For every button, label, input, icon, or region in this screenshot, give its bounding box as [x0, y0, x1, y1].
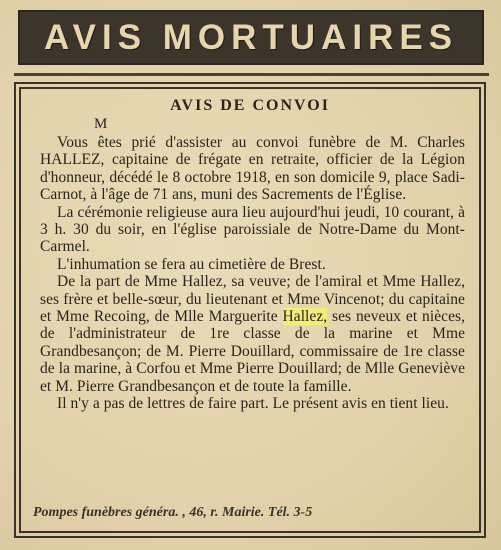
- funeral-home-line: Pompes funèbres généra. , 46, r. Mairie. Tél. 3-5: [33, 505, 313, 520]
- section-title: AVIS MORTUAIRES: [43, 17, 459, 57]
- paragraph-no-letters: Il n'y a pas de lettres de faire part. Le présent avis en tient lieu.: [57, 395, 449, 413]
- paragraph-burial: L'inhumation se fera au cimetière de Brest.: [57, 255, 326, 273]
- family-text-after: ses neveux et nièces, de l'administrateur de 1re classe de la marine et Mme Grandbesançon; de M. Pierre Douillard, commissaire de 1re classe de la marine, à Corfou et Mme Pierre Douillard; de Mlle Geneviève et M. Pierre Grandbesançon et de toute la famille.: [40, 308, 466, 395]
- notice-salutation: M: [94, 116, 108, 132]
- notice-title: AVIS DE CONVOI: [170, 97, 330, 114]
- divider-rule: [14, 73, 489, 76]
- paragraph-invitation: Vous êtes prié d'assister au convoi funèbre de M. Charles HALLEZ, capitaine de frégate en retraite, officier de la Légion d'honneur, décédé le 8 octobre 1918, en son domicile 9, place Sadi-Carnot, à l'âge de 71 ans, muni des Sacrements de l'Église.: [40, 134, 465, 204]
- notice-box: [14, 82, 486, 538]
- paragraph-family: [40, 273, 465, 395]
- section-banner: [18, 10, 484, 65]
- family-text-before: De la part de Mme Hallez, sa veuve; de l'amiral et Mme Hallez, ses frère et belle-sœur, du lieutenant et Mme Vincenot; du capitaine et Mme Recoing, de Mlle Marguerite: [40, 273, 465, 326]
- highlighted-name: Hallez,: [282, 308, 328, 326]
- paragraph-ceremony: La cérémonie religieuse aura lieu aujourd'hui jeudi, 10 courant, à 3 h. 30 du soir, en l'église paroissiale de Notre-Dame du Mont-Carmel.: [40, 203, 465, 256]
- notice-body: [40, 134, 465, 413]
